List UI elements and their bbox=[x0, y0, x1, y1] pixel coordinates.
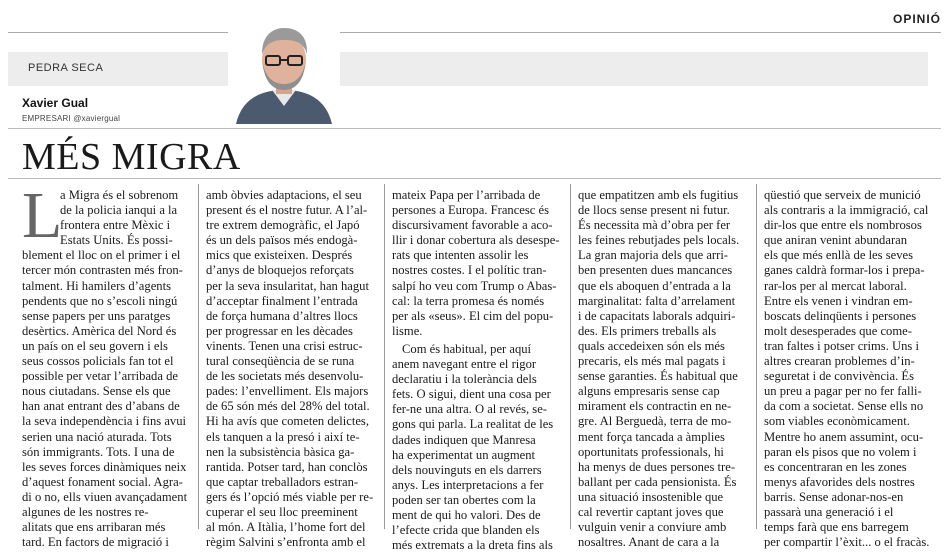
article-line: de 65 són més del 28% del total. bbox=[206, 399, 370, 414]
article-line: pades: l’envelliment. Els majors bbox=[206, 384, 369, 399]
article-line: ment força tancada a àmplies bbox=[578, 429, 725, 444]
article-line: als contraris a la immigració, cal bbox=[764, 203, 929, 218]
column-divider bbox=[756, 184, 757, 529]
article-line: nostres costes. I el polític tran- bbox=[392, 263, 547, 278]
article-line: di o no, ells viuen avançadament bbox=[22, 489, 188, 504]
article-line: que captar treballadors estran- bbox=[206, 474, 359, 489]
article-line: cuperar el seu lloc preeminent bbox=[206, 504, 358, 519]
article-line: que empatitzen amb els fugitius bbox=[578, 188, 739, 202]
article-line: present és el nostre futur. A l’al- bbox=[206, 203, 368, 218]
article-line: gre. Al Berguedà, terra de mo- bbox=[578, 414, 732, 429]
article-column-1 bbox=[22, 179, 190, 550]
article-line: barris. Sense adonar-nos-en bbox=[764, 489, 904, 504]
column-name: PEDRA SECA bbox=[28, 62, 104, 74]
article-line: La gran majoria dels que arri- bbox=[578, 248, 729, 263]
headline-divider bbox=[8, 178, 941, 179]
article-line: passarà una generació i el bbox=[764, 504, 894, 519]
article-line: qüestió que serveix de munició bbox=[764, 188, 921, 202]
article-line: possible per vetar l’arribada de bbox=[22, 369, 178, 384]
article-line: altres crearan problemes d’in- bbox=[764, 354, 915, 369]
article-line: ben presenten dues mancances bbox=[578, 263, 733, 278]
article-line: oportunitats professionals, hi bbox=[578, 444, 724, 459]
article-line: de les societats més desenvolu- bbox=[206, 369, 364, 384]
article-line: precaris, els més mal pagats i bbox=[578, 354, 726, 369]
article-line: seguretat i de convivència. És bbox=[764, 369, 915, 384]
article-line: una situació insostenible que bbox=[578, 489, 724, 504]
article-line: dels nouvinguts en els darrers bbox=[392, 462, 542, 477]
article-line: amb òbvies adaptacions, el seu bbox=[206, 188, 362, 202]
article-line: marginalitat: falta d’arrelament bbox=[578, 293, 736, 308]
article-line: temps farà que ens barregem bbox=[764, 520, 909, 535]
article-line: són immigrants. Tots. I una de bbox=[22, 444, 175, 459]
article-line: cal revertir captant joves que bbox=[578, 504, 724, 519]
article-line: És necessita mà d’obra per fer bbox=[578, 218, 731, 233]
article-line: ganes caldrà formar-los i prepa- bbox=[764, 263, 925, 278]
article-line: gons qui parla. La realitat de les bbox=[392, 417, 554, 432]
article-line: ment de qui ho valori. Des de bbox=[392, 507, 541, 522]
article-column-3 bbox=[392, 188, 560, 553]
author-photo bbox=[228, 20, 340, 124]
article-line: els tanquen a la presó i així te- bbox=[206, 429, 360, 444]
article-line: de la policia ianqui a la bbox=[60, 203, 178, 218]
article-line: tre extrem demogràfic, el Japó bbox=[206, 218, 360, 233]
article-line: de força humana d’altres llocs bbox=[206, 308, 358, 323]
article-line: vulguin venir a conviure amb bbox=[578, 520, 727, 535]
article-line: alguns empresaris sense cap bbox=[578, 384, 720, 399]
article-line: discursivament favorable a aco- bbox=[392, 218, 553, 233]
article-line: les feines rebutjades pels locals. bbox=[578, 233, 740, 248]
article-line: som viables econòmicament. bbox=[764, 414, 910, 429]
article-line: és un dels països més endogà- bbox=[206, 233, 358, 248]
article-line: que aniran venint abundaran bbox=[764, 233, 908, 248]
article-line: al món. A Itàlia, l’home fort del bbox=[206, 520, 366, 535]
article-line: per progressar en les dècades bbox=[206, 323, 353, 338]
article-line: tercer món contrasten més fron- bbox=[22, 263, 183, 278]
article-line: declaratiu i la tolerància dels bbox=[392, 372, 537, 387]
article-line: han anat entrant des d’abans de bbox=[22, 399, 180, 414]
article-line: d’aquest fonament social. Agra- bbox=[22, 474, 183, 489]
article-line: seus cossos policials fan tot el bbox=[22, 354, 174, 369]
article-line: que els aboquen d’entrada a la bbox=[578, 278, 731, 293]
article-line: lisme. bbox=[392, 323, 423, 338]
column-divider bbox=[570, 184, 571, 529]
article-line: es concentraran en les zones bbox=[764, 459, 907, 474]
article-line: cal: la terra promesa és només bbox=[392, 293, 545, 308]
drop-cap: L bbox=[22, 179, 63, 252]
article-line: algunes de les nostres re- bbox=[22, 504, 149, 519]
article-line: ballant per cada pensionista. És bbox=[578, 474, 737, 489]
column-divider bbox=[198, 184, 199, 529]
article-line: ha experimentat un augment bbox=[392, 447, 536, 462]
article-line: talment. Hi hamilers d’agents bbox=[22, 278, 171, 293]
article-column-5 bbox=[764, 188, 932, 550]
article-line: tard. En factors de migració i bbox=[22, 535, 169, 550]
article-line: dir-los que entre els nombrosos bbox=[764, 218, 922, 233]
article-line: serien una nació aturada. Tots bbox=[22, 429, 172, 444]
article-line: Com és habitual, per aquí bbox=[402, 341, 532, 356]
article-line: els que més enllà de les seves bbox=[764, 248, 913, 263]
article-line: vinents. Tenen una crisi estruc- bbox=[206, 338, 363, 353]
article-line: per als «seus». El cim del popu- bbox=[392, 308, 554, 323]
article-line: desèrtics. Amèrica del Nord és bbox=[22, 323, 177, 338]
article-line: a Migra és el sobrenom bbox=[60, 188, 179, 202]
article-line: ha menys de dues persones tre- bbox=[578, 459, 736, 474]
article-line: blement el lloc on el primer i el bbox=[22, 248, 181, 263]
article-line: mateix Papa per l’arribada de bbox=[392, 188, 541, 202]
header-divider bbox=[8, 128, 941, 129]
column-divider bbox=[384, 184, 385, 529]
article-line: mics que existeixen. Després bbox=[206, 248, 353, 263]
article-line: un preu a pagar per no fer falli- bbox=[764, 384, 922, 399]
article-column-4 bbox=[578, 188, 746, 550]
article-line: dades indiquen que Manresa bbox=[392, 432, 536, 447]
article-line: nosaltres. Anant de cara a la bbox=[578, 535, 720, 550]
article-line: fets. O sigui, dient una cosa per bbox=[392, 387, 551, 402]
article-line: da com a societat. Sense ells no bbox=[764, 399, 924, 414]
article-line: sense garanties. És habitual que bbox=[578, 369, 738, 384]
article-line: menys afavorides dels nostres bbox=[764, 474, 915, 489]
article-line: alitats que ens arribaran més bbox=[22, 520, 166, 535]
article-line: molt desesperades que come- bbox=[764, 323, 912, 338]
article-line: nen la subsistència bàsica ga- bbox=[206, 444, 355, 459]
author-name: Xavier Gual bbox=[22, 96, 89, 110]
article-line: per la seva insularitat, han hagut bbox=[206, 278, 369, 293]
article-line: sense papers per uns paratges bbox=[22, 308, 171, 323]
article-line: un país on el seu govern i els bbox=[22, 338, 168, 353]
article-line: Mentre ho anem assumint, ocu- bbox=[764, 429, 924, 444]
article-line: anem navegant entre el rigor bbox=[392, 357, 537, 372]
article-line: tran faltes i potser crims. Uns i bbox=[764, 338, 919, 353]
article-line: llir i donar cobertura als desespe- bbox=[392, 233, 560, 248]
headline: MÉS MIGRA bbox=[22, 136, 241, 178]
article-line: paran els pisos que no volem i bbox=[764, 444, 917, 459]
article-line: l’efecte crida que blanden els bbox=[392, 523, 540, 538]
article-line: d’acceptar finalment l’entrada bbox=[206, 293, 358, 308]
section-label: OPINIÓ bbox=[892, 12, 941, 26]
article-line: frontera entre Mèxic i bbox=[60, 218, 171, 233]
article-line: quals accedeixen són els més bbox=[578, 338, 725, 353]
article-line: mirament els contractin en ne- bbox=[578, 399, 732, 414]
article-line: rar-los per al mercat laboral. bbox=[764, 278, 907, 293]
article-line: més extremats a la dreta fins als bbox=[392, 538, 553, 553]
column-header-band bbox=[8, 52, 928, 86]
top-rule bbox=[8, 32, 941, 33]
article-line: des. Els primers treballs als bbox=[578, 323, 717, 338]
article-line: poden ser tan obertes com la bbox=[392, 492, 536, 507]
article-line: nous ciutadans. Sense els que bbox=[22, 384, 171, 399]
article-column-2 bbox=[206, 188, 374, 550]
article-line: Estats Units. És possi- bbox=[60, 233, 173, 248]
article-line: gers és l’opció més viable per re- bbox=[206, 489, 374, 504]
article-line: fer-ne una altra. O al revés, se- bbox=[392, 402, 547, 417]
article-line: boscats delinqüents i persones bbox=[764, 308, 917, 323]
author-role: EMPRESARI @xaviergual bbox=[22, 114, 121, 123]
article-line: règim Salvini s’enfronta amb el bbox=[206, 535, 366, 550]
article-line: per compartir l’èxit... o el fracàs. bbox=[764, 535, 930, 550]
article-line: d’anys de bloquejos reforçats bbox=[206, 263, 354, 278]
article-line: tural conseqüència de se runa bbox=[206, 354, 355, 369]
article-line: Hi ha avís que cometen delictes, bbox=[206, 414, 369, 429]
article-line: pendents que no s’escoli ningú bbox=[22, 293, 178, 308]
article-line: Entre els venen i vindran em- bbox=[764, 293, 913, 308]
article-line: i de capacitats laborals adquiri- bbox=[578, 308, 736, 323]
article-line: anys. Les interpretacions a fer bbox=[392, 477, 544, 492]
article-line: les seves forces dinàmiques neix bbox=[22, 459, 187, 474]
article-line: salpí ho veu com Trump o Abas- bbox=[392, 278, 557, 293]
article-line: persones a Europa. Francesc és bbox=[392, 203, 550, 218]
article-line: rats que intenten assolir les bbox=[392, 248, 529, 263]
article-line: la seva independència i fins avui bbox=[22, 414, 187, 429]
article-line: rantida. Potser tard, han conclòs bbox=[206, 459, 368, 474]
article-line: de llocs sense present ni futur. bbox=[578, 203, 730, 218]
